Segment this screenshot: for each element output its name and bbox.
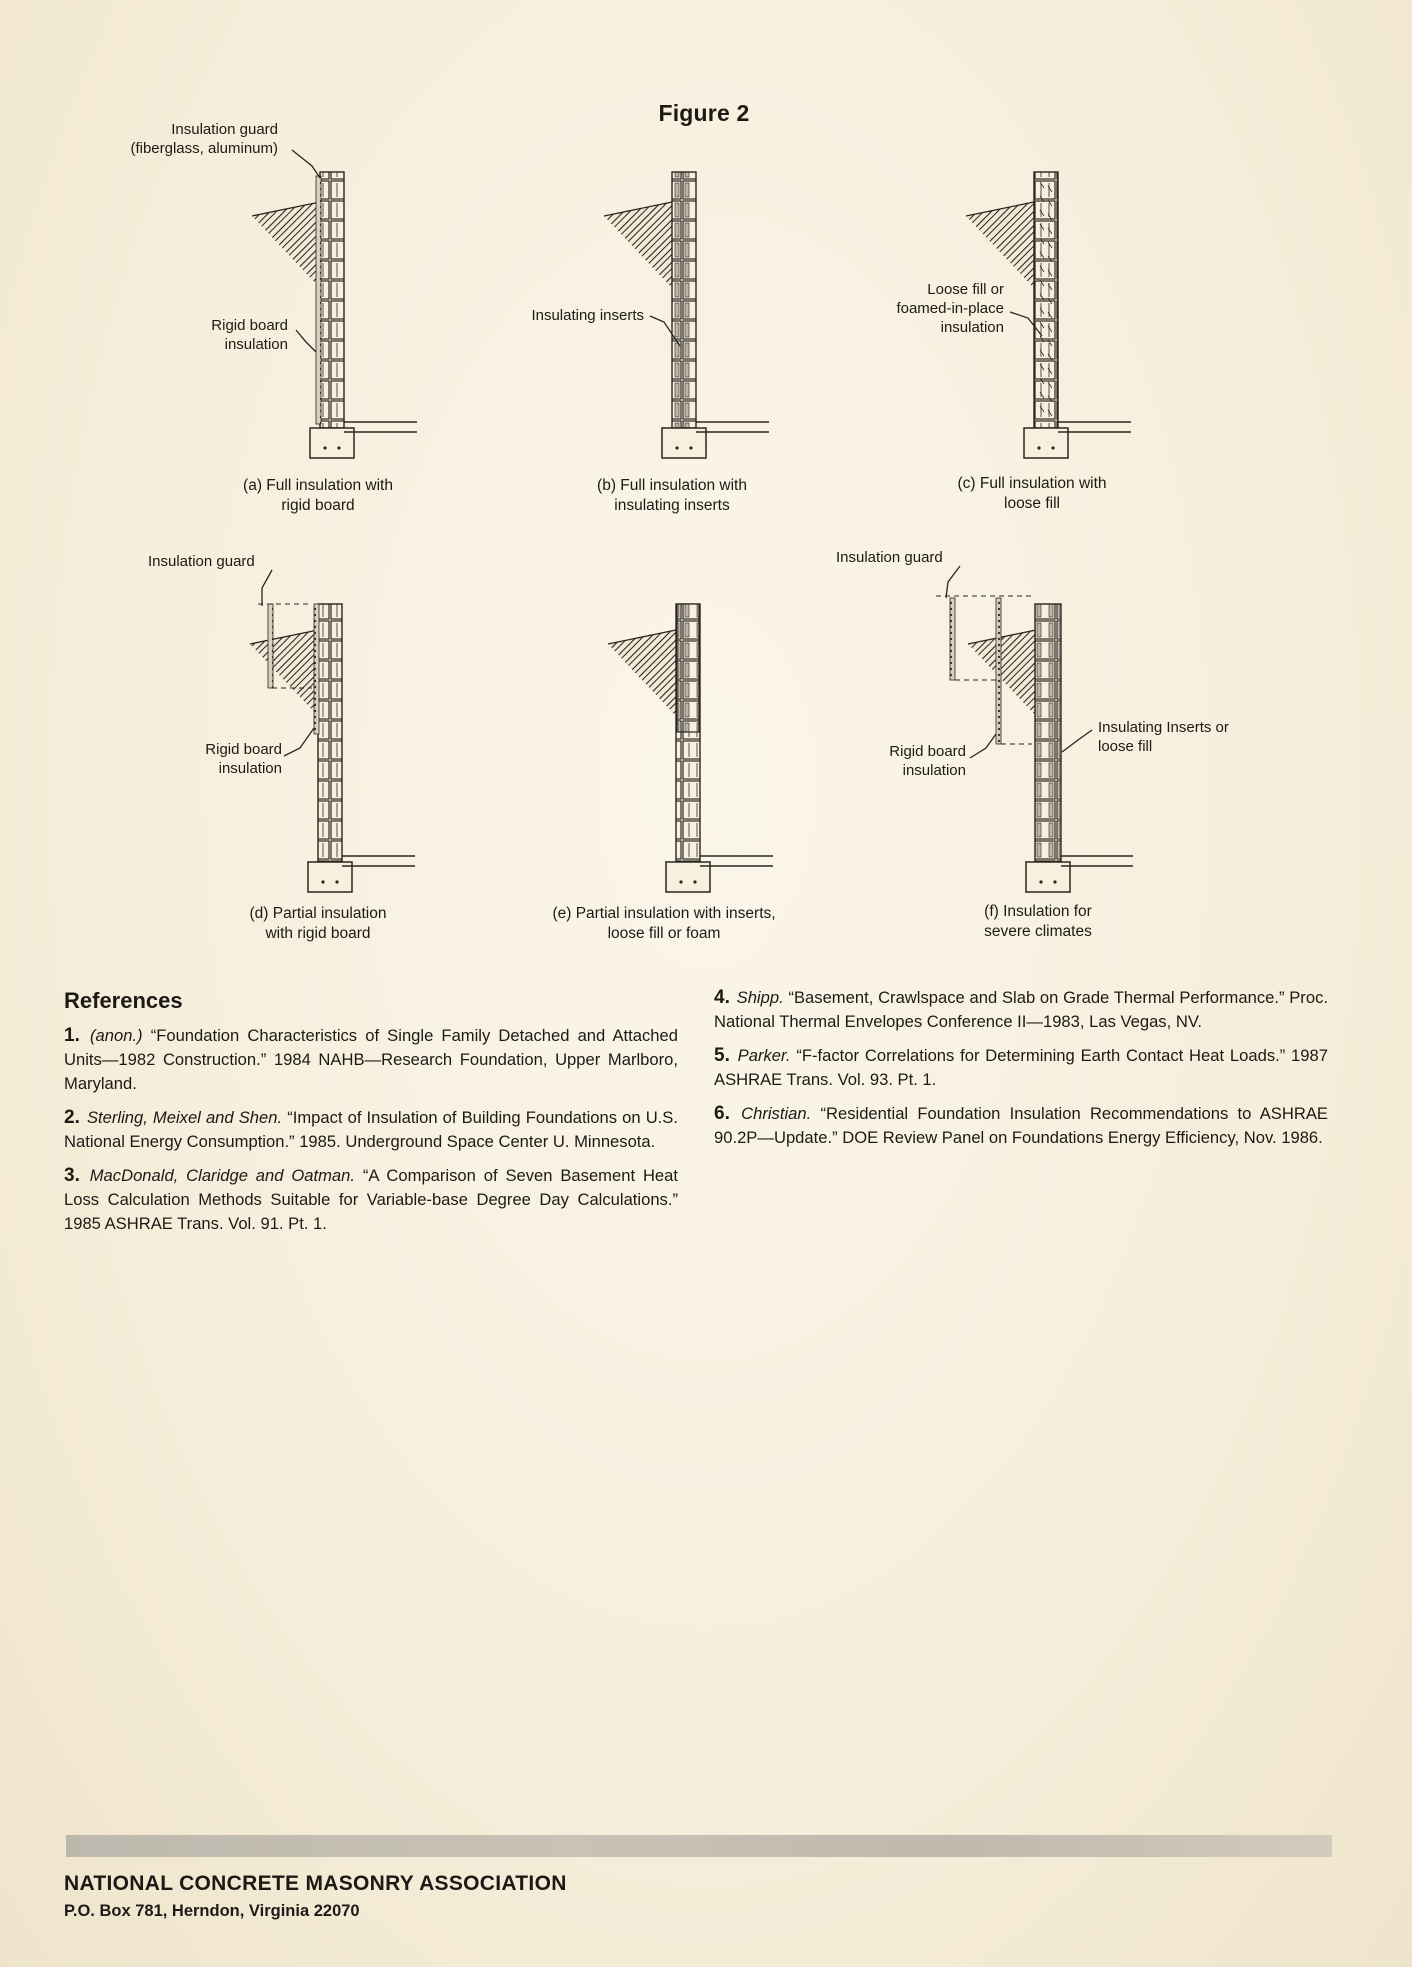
rebar-dot [323, 446, 326, 449]
reference-item [714, 1102, 1328, 1150]
rebar-dot [689, 446, 692, 449]
leader-line [292, 150, 320, 178]
figure-2-diagram [0, 0, 1412, 960]
soil-backfill [608, 630, 676, 716]
reference-text: “Impact of Insulation of Building Foundations on U.S. National Energy Consumption.” 1985. Underground Space Center U. Minnesota. [64, 1108, 678, 1151]
caption-f: (f) Insulation for severe climates [984, 903, 1092, 940]
label-rigid-board: Rigid board insulation [211, 317, 288, 353]
label-rigid-board: Rigid board insulation [205, 741, 282, 777]
rebar-dot [321, 880, 324, 883]
reference-number: 6. [714, 1103, 730, 1124]
masonry-wall [1035, 604, 1061, 862]
reference-text: “A Comparison of Seven Basement Heat Loss Calculation Methods Suitable for Variable-base Degree Day Calculations.” 1985 ASHRAE Trans. Vol. 91. Pt. 1. [64, 1166, 678, 1233]
panel-a [130, 121, 417, 514]
soil-backfill [968, 630, 1036, 716]
label-insulation-guard: Insulation guard [148, 553, 255, 570]
label-insulating-inserts-or-loose-fill: Insulating Inserts or loose fill [1098, 719, 1229, 755]
reference-text: “Basement, Crawlspace and Slab on Grade Thermal Performance.” Proc. National Thermal Envelopes Conference II—1983, Las Vegas, NV. [714, 988, 1328, 1031]
rebar-dot [1037, 446, 1040, 449]
reference-text: “Residential Foundation Insulation Recommendations to ASHRAE 90.2P—Update.” DOE Review Panel on Foundations Energy Efficiency, Nov. 1986. [714, 1104, 1328, 1147]
reference-authors: Christian. [741, 1104, 812, 1123]
reference-text: “Foundation Characteristics of Single Family Detached and Attached Units—1982 Construction.” 1984 NAHB—Research Foundation, Upper Marlboro, Maryland. [64, 1026, 678, 1093]
caption-a: (a) Full insulation with rigid board [243, 477, 393, 514]
references-column-right [714, 986, 1328, 1160]
leader-line [946, 566, 960, 598]
reference-number: 3. [64, 1165, 80, 1186]
caption-d: (d) Partial insulation with rigid board [249, 905, 387, 942]
reference-number: 2. [64, 1107, 80, 1128]
reference-authors: Sterling, Meixel and Shen. [86, 1108, 283, 1127]
masonry-wall [672, 172, 696, 428]
rebar-dot [335, 880, 338, 883]
panel-e [552, 604, 775, 942]
reference-authors: (anon.) [89, 1026, 143, 1045]
organization-name: NATIONAL CONCRETE MASONRY ASSOCIATION [64, 1872, 567, 1895]
reference-authors: Shipp. [736, 988, 784, 1007]
footer-divider-bar [66, 1835, 1332, 1857]
label-loose-fill: Loose fill or foamed-in-place insulation [896, 281, 1004, 336]
reference-item [64, 1106, 678, 1154]
references-heading: References [64, 988, 183, 1013]
reference-number: 4. [714, 987, 730, 1008]
leader-line [262, 570, 272, 606]
masonry-wall [318, 604, 342, 862]
caption-e: (e) Partial insulation with inserts, loose fill or foam [552, 905, 776, 942]
leader-line [284, 728, 314, 756]
soil-backfill [250, 630, 318, 716]
partial-inserts [677, 604, 699, 732]
references-column-left [64, 1024, 678, 1246]
caption-c: (c) Full insulation with loose fill [957, 475, 1107, 512]
panel-f [836, 549, 1229, 940]
figure-title: Figure 2 [658, 100, 750, 126]
leader-line [296, 330, 316, 352]
insulation-guard [268, 604, 273, 688]
panel-c [896, 172, 1131, 512]
rigid-board-insulation [314, 604, 319, 734]
rebar-dot [693, 880, 696, 883]
masonry-wall [1034, 172, 1058, 428]
reference-number: 1. [64, 1025, 80, 1046]
reference-text: “F-factor Correlations for Determining Earth Contact Heat Loads.” 1987 ASHRAE Trans. Vol. 93. Pt. 1. [714, 1046, 1328, 1089]
reference-item [64, 1164, 678, 1236]
soil-backfill [966, 202, 1034, 288]
rebar-dot [1053, 880, 1056, 883]
reference-item [714, 1044, 1328, 1092]
reference-authors: Parker. [737, 1046, 791, 1065]
caption-b: (b) Full insulation with insulating inserts [597, 477, 747, 514]
masonry-wall [320, 172, 344, 428]
panel-d [148, 553, 415, 942]
reference-item [64, 1024, 678, 1096]
label-insulation-guard: Insulation guard (fiberglass, aluminum) [130, 121, 278, 157]
insulation-guard [950, 598, 955, 680]
rebar-dot [679, 880, 682, 883]
label-insulation-guard: Insulation guard [836, 549, 943, 566]
reference-authors: MacDonald, Claridge and Oatman. [89, 1166, 355, 1185]
label-insulating-inserts: Insulating inserts [531, 307, 644, 324]
soil-backfill [252, 202, 320, 288]
organization-address: P.O. Box 781, Herndon, Virginia 22070 [64, 1902, 360, 1920]
leader-line [1062, 730, 1092, 752]
reference-number: 5. [714, 1045, 730, 1066]
label-rigid-board: Rigid board insulation [889, 743, 966, 779]
soil-backfill [604, 202, 672, 288]
rigid-board-insulation [996, 598, 1001, 744]
leader-line [970, 734, 996, 758]
rebar-dot [1051, 446, 1054, 449]
rebar-dot [337, 446, 340, 449]
rebar-dot [1039, 880, 1042, 883]
panel-b [531, 172, 769, 514]
rebar-dot [675, 446, 678, 449]
reference-item [714, 986, 1328, 1034]
rigid-board-insulation [316, 176, 321, 424]
